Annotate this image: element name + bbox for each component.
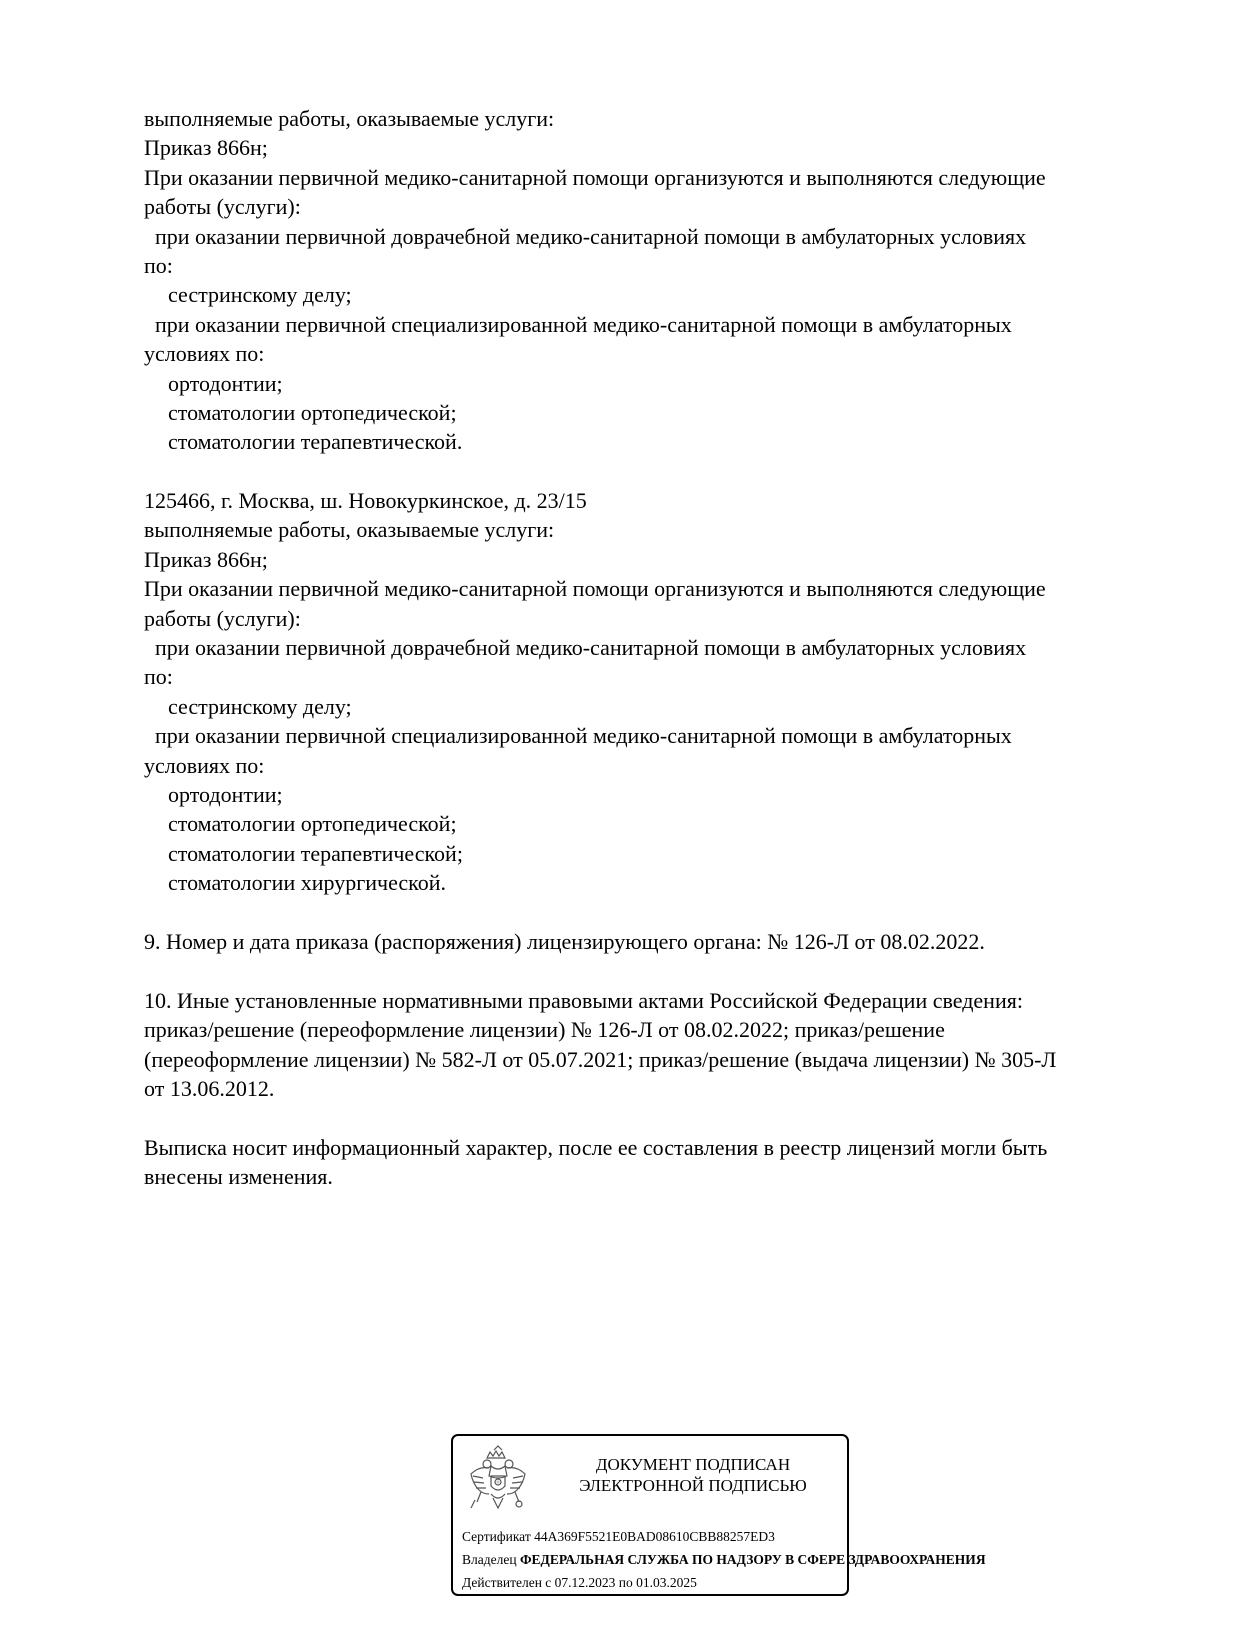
document-line: от 13.06.2012.: [144, 1075, 275, 1101]
document-line: стоматологии ортопедической;: [168, 399, 457, 425]
signature-title-line1: ДОКУМЕНТ ПОДПИСАН: [595, 1455, 791, 1474]
owner-label: Владелец: [462, 1552, 517, 1567]
document-line: (переоформление лицензии) № 582-Л от 05.07.2021; приказ/решение (выдача лицензии) № 305-Л: [144, 1046, 1057, 1072]
electronic-signature-stamp: [451, 1434, 986, 1596]
document-line: сестринскому делу;: [168, 282, 352, 308]
document-line: 10. Иные установленные нормативными правовыми актами Российской Федерации сведения:: [144, 987, 1023, 1013]
blank-line: [144, 1103, 1164, 1132]
document-line: при оказании первичной доврачебной медико-санитарной помощи в амбулаторных условиях: [155, 635, 1027, 661]
document-line: При оказании первичной медико-санитарной помощи организуются и выполняются следующие: [144, 164, 1046, 190]
certificate-label: Сертификат: [462, 1529, 531, 1544]
document-line: по:: [144, 664, 173, 690]
document-line: Выписка носит информационный характер, после ее составления в реестр лицензий могли быть: [144, 1134, 1048, 1160]
document-line: выполняемые работы, оказываемые услуги:: [144, 106, 555, 131]
document-line: ортодонтии;: [168, 781, 283, 807]
owner-line: [462, 1548, 986, 1571]
certificate-line: [462, 1525, 882, 1548]
document-line: стоматологии терапевтической;: [168, 840, 463, 866]
document-line: условиях по:: [144, 752, 265, 778]
russian-coat-of-arms-icon: [467, 1444, 529, 1520]
validity-line: Действителен с 07.12.2023 по 01.03.2025: [462, 1575, 697, 1590]
document-line: при оказании первичной специализированной медико-санитарной помощи в амбулаторных: [155, 723, 1012, 749]
owner-value: ФЕДЕРАЛЬНАЯ СЛУЖБА ПО НАДЗОРУ В СФЕРЕ ЗДРАВООХРАНЕНИЯ: [519, 1552, 986, 1567]
signature-title-line2: ЭЛЕКТРОННОЙ ПОДПИСЬЮ: [579, 1476, 807, 1495]
document-line: внесены изменения.: [144, 1164, 333, 1190]
document-line: при оказании первичной доврачебной медико-санитарной помощи в амбулаторных условиях: [155, 223, 1027, 249]
document-line: 9. Номер и дата приказа (распоряжения) лицензирующего органа: № 126-Л от 08.02.2022.: [144, 928, 985, 954]
blank-line: [144, 457, 1164, 486]
document-line: стоматологии терапевтической.: [168, 429, 463, 455]
document-line: работы (услуги):: [144, 605, 301, 631]
document-line: приказ/решение (переоформление лицензии) № 126-Л от 08.02.2022; приказ/решение: [144, 1017, 945, 1043]
blank-line: [144, 898, 1164, 927]
document-body: [144, 104, 1164, 1191]
document-line: по:: [144, 252, 173, 278]
document-line: 125466, г. Москва, ш. Новокуркинское, д. 23/15: [144, 488, 587, 514]
document-line: работы (услуги):: [144, 194, 301, 220]
document-line: стоматологии ортопедической;: [168, 811, 457, 837]
document-line: При оказании первичной медико-санитарной помощи организуются и выполняются следующие: [144, 576, 1046, 602]
document-line: выполняемые работы, оказываемые услуги:: [144, 517, 555, 543]
document-line: ортодонтии;: [168, 370, 283, 396]
certificate-value: 44A369F5521E0BAD08610CBB88257ED3: [534, 1529, 775, 1544]
document-line: при оказании первичной специализированной медико-санитарной помощи в амбулаторных: [155, 311, 1012, 337]
document-line: Приказ 866н;: [144, 546, 268, 572]
signature-stamp-title: [543, 1454, 843, 1496]
document-line: условиях по:: [144, 341, 265, 367]
signature-details: [462, 1525, 986, 1594]
document-line: стоматологии хирургической.: [168, 870, 446, 896]
document-line: Приказ 866н;: [144, 135, 268, 161]
document-line: сестринскому делу;: [168, 693, 352, 719]
blank-line: [144, 956, 1164, 985]
